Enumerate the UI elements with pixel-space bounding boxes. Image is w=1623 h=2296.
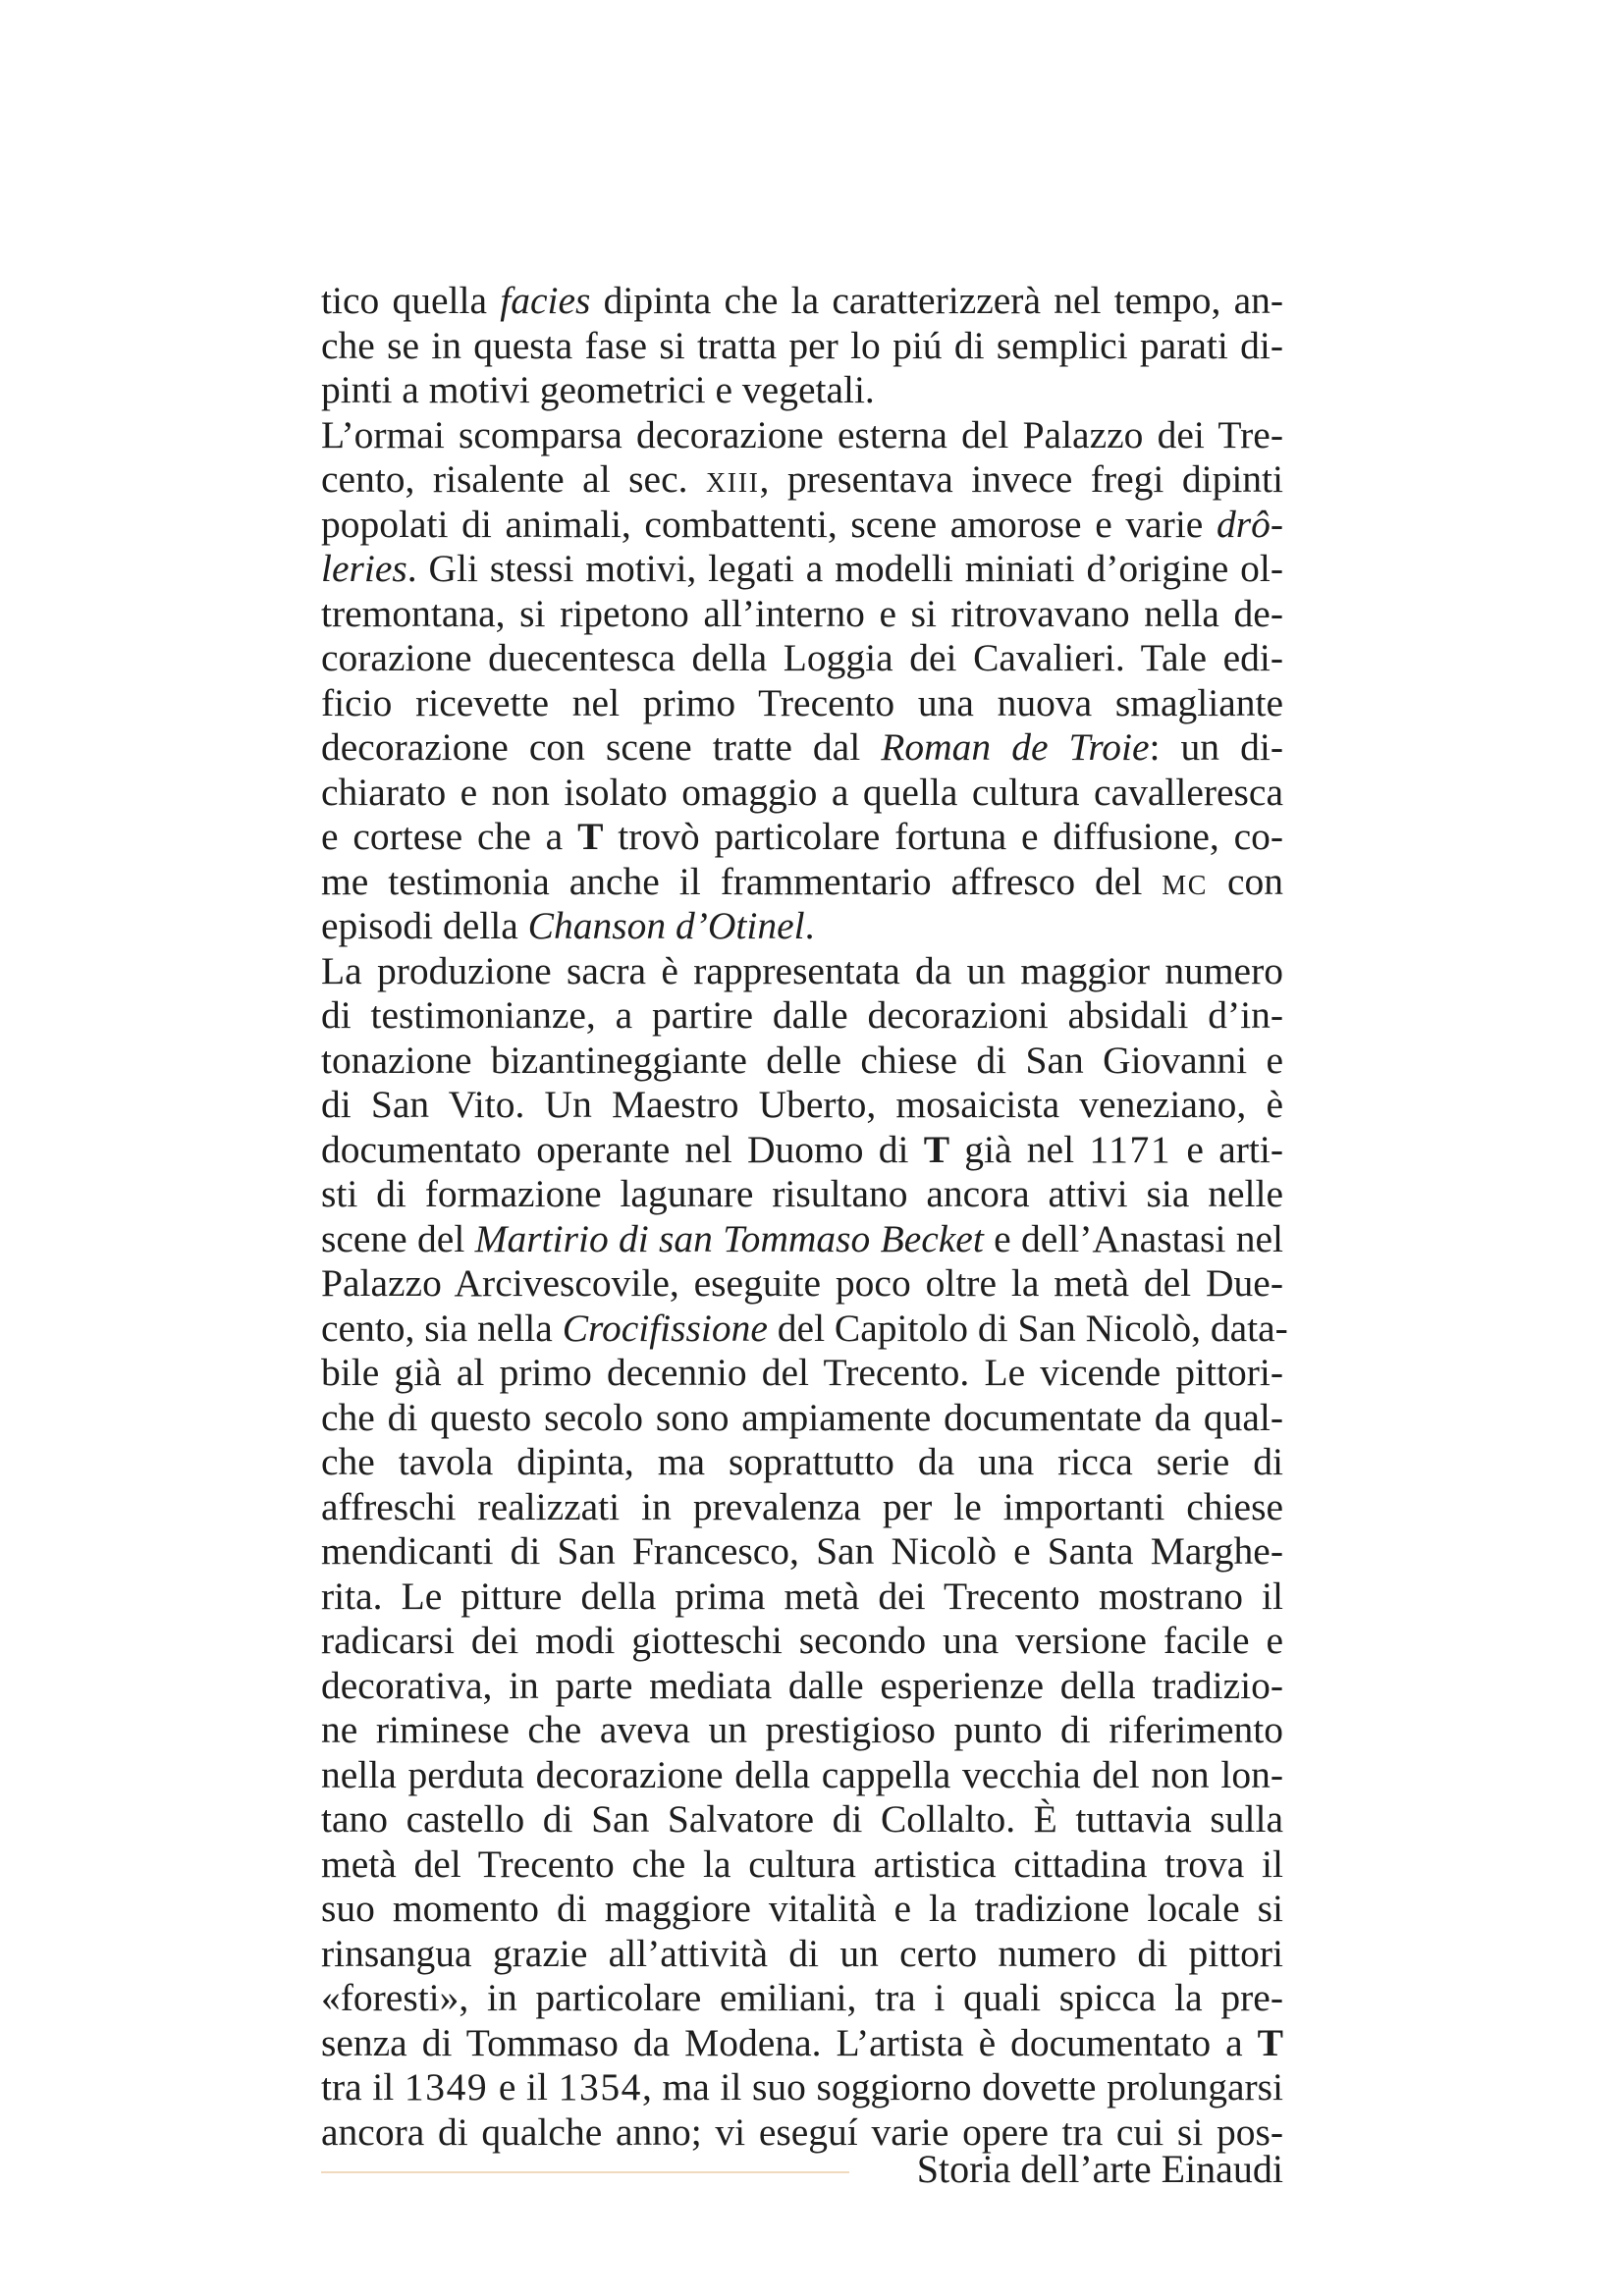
text-line bbox=[321, 1440, 1283, 1485]
text-run: e cortese che a bbox=[321, 815, 578, 858]
text-run: che tavola dipinta, ma soprattutto da una ricca serie di bbox=[321, 1440, 1283, 1483]
italic-title: Roman de Troie bbox=[881, 725, 1150, 769]
text-run: bile già al primo decennio del Trecento. Le vicende pittori- bbox=[321, 1351, 1283, 1394]
text-line bbox=[321, 2065, 1283, 2110]
text-run: me testimonia anche il frammentario affresco del bbox=[321, 859, 1163, 903]
text-run: sti di formazione lagunare risultano ancora attivi sia nelle bbox=[321, 1172, 1283, 1215]
small-caps-text: mc bbox=[1162, 859, 1208, 903]
text-line bbox=[321, 1575, 1283, 1620]
body-text bbox=[321, 279, 1288, 2155]
text-run: senza di Tommaso da Modena. L’artista è documentato a bbox=[321, 2020, 1258, 2064]
bold-abbreviation: T bbox=[577, 815, 604, 858]
text-run: cento, sia nella bbox=[321, 1306, 563, 1350]
italic-title: leries bbox=[321, 547, 407, 590]
text-line bbox=[321, 1261, 1283, 1307]
text-line bbox=[321, 904, 1283, 949]
text-run: tonazione bizantineggiante delle chiese di San Giovanni e bbox=[321, 1038, 1283, 1082]
footer-rule bbox=[321, 2171, 849, 2173]
text-line bbox=[321, 324, 1283, 369]
text-line bbox=[321, 1083, 1283, 1128]
text-line bbox=[321, 457, 1283, 503]
text-line bbox=[321, 368, 1283, 413]
text-line bbox=[321, 1842, 1283, 1888]
text-line bbox=[321, 681, 1283, 726]
text-run: rita. Le pitture della prima metà dei Trecento mostrano il bbox=[321, 1574, 1283, 1618]
text-run: tra il bbox=[321, 2065, 405, 2109]
text-line bbox=[321, 725, 1283, 771]
italic-title: facies bbox=[500, 279, 591, 322]
text-run: con bbox=[1207, 859, 1283, 903]
bold-abbreviation: T bbox=[923, 1127, 950, 1171]
text-line bbox=[321, 1128, 1283, 1173]
text-line bbox=[321, 592, 1283, 637]
text-line bbox=[321, 1306, 1288, 1352]
text-run: rinsangua grazie all’attività di un certo numero di pittori bbox=[321, 1931, 1283, 1975]
text-line bbox=[321, 1976, 1283, 2021]
text-run: decorazione con scene tratte dal bbox=[321, 725, 882, 769]
text-run: cento, risalente al sec. bbox=[321, 457, 706, 501]
text-run: decorativa, in parte mediata dalle esperienze della tradizio- bbox=[321, 1663, 1283, 1707]
text-run: metà del Trecento che la cultura artistica cittadina trova il bbox=[321, 1842, 1283, 1886]
text-run: Palazzo Arcivescovile, eseguite poco oltre la metà del Due- bbox=[321, 1261, 1283, 1305]
text-run: che se in questa fase si tratta per lo piú di semplici parati di- bbox=[321, 323, 1283, 367]
text-run: affreschi realizzati in prevalenza per le importanti chiese bbox=[321, 1484, 1283, 1528]
italic-title: drô- bbox=[1216, 502, 1283, 546]
text-run: radicarsi dei modi giotteschi secondo una versione facile e bbox=[321, 1619, 1283, 1662]
text-line bbox=[321, 2021, 1283, 2066]
text-run: corazione duecentesca della Loggia dei Cavalieri. Tale edi- bbox=[321, 636, 1283, 679]
text-run: del Capitolo di San Nicolò, data- bbox=[767, 1306, 1288, 1350]
text-line bbox=[321, 1396, 1283, 1441]
text-run: . Gli stessi motivi, legati a modelli miniati d’origine ol- bbox=[406, 547, 1283, 590]
text-line bbox=[321, 815, 1283, 860]
text-line bbox=[321, 1797, 1283, 1842]
text-line bbox=[321, 949, 1283, 994]
text-run: ancora di qualche anno; vi eseguí varie opere tra cui si pos- bbox=[321, 2109, 1283, 2154]
text-line bbox=[321, 1708, 1283, 1753]
text-line bbox=[321, 1485, 1283, 1530]
year-number: 1354 bbox=[558, 2065, 642, 2109]
text-run: . bbox=[804, 904, 815, 947]
text-line bbox=[321, 1351, 1283, 1396]
text-run: ficio ricevette nel primo Trecento una nuova smagliante bbox=[321, 680, 1283, 724]
text-run: scene del bbox=[321, 1216, 475, 1260]
text-run: di testimonianze, a partire dalle decorazioni absidali d’in- bbox=[321, 993, 1283, 1037]
text-line bbox=[321, 771, 1283, 816]
text-line bbox=[321, 1932, 1283, 1977]
small-caps-text: xiii bbox=[705, 457, 760, 501]
text-run: episodi della bbox=[321, 904, 528, 947]
italic-title: Crocifissione bbox=[562, 1306, 768, 1350]
text-line bbox=[321, 279, 1283, 324]
year-number: 1171 bbox=[1089, 1127, 1172, 1171]
text-run: L’ormai scomparsa decorazione esterna del Palazzo dei Tre- bbox=[321, 412, 1283, 456]
text-line bbox=[321, 547, 1283, 592]
text-run: ne riminese che aveva un prestigioso punto di riferimento bbox=[321, 1708, 1283, 1751]
text-run: popolati di animali, combattenti, scene amorose e varie bbox=[321, 502, 1217, 546]
text-line bbox=[321, 1217, 1283, 1262]
text-run: di San Vito. Un Maestro Uberto, mosaicista veneziano, è bbox=[321, 1083, 1283, 1126]
text-run: chiarato e non isolato omaggio a quella cultura cavalleresca bbox=[321, 770, 1283, 814]
text-line bbox=[321, 1887, 1283, 1932]
text-line bbox=[321, 413, 1283, 458]
text-run: mendicanti di San Francesco, San Nicolò e Santa Marghe- bbox=[321, 1529, 1283, 1573]
text-line bbox=[321, 636, 1283, 681]
italic-title: Chanson d’Otinel bbox=[527, 904, 805, 947]
text-run: «foresti», in particolare emiliani, tra i quali spicca la pre- bbox=[321, 1976, 1283, 2019]
text-run: trovò particolare fortuna e diffusione, co- bbox=[603, 815, 1283, 858]
text-run: documentato operante nel Duomo di bbox=[321, 1127, 924, 1171]
text-run: già nel bbox=[949, 1127, 1090, 1171]
text-run: , ma il suo soggiorno dovette prolungarsi bbox=[642, 2065, 1284, 2109]
text-run: dipinta che la caratterizzerà nel tempo, an- bbox=[590, 279, 1284, 322]
text-run: tremontana, si ripetono all’interno e si ritrovavano nella de- bbox=[321, 591, 1283, 635]
text-line bbox=[321, 503, 1283, 548]
text-run: : un di- bbox=[1149, 725, 1283, 769]
text-line bbox=[321, 1753, 1283, 1798]
bold-abbreviation: T bbox=[1257, 2020, 1283, 2064]
text-run: e arti- bbox=[1171, 1127, 1283, 1171]
footer-publisher-label: Storia dell’arte Einaudi bbox=[916, 2147, 1283, 2191]
year-number: 1349 bbox=[404, 2065, 489, 2109]
text-line bbox=[321, 1619, 1283, 1664]
text-line bbox=[321, 860, 1283, 905]
text-run: nella perduta decorazione della cappella vecchia del non lon- bbox=[321, 1752, 1283, 1796]
text-run: e il bbox=[488, 2065, 559, 2109]
text-line bbox=[321, 1664, 1283, 1709]
text-line bbox=[321, 993, 1283, 1039]
text-run: tano castello di San Salvatore di Collalto. È tuttavia sulla bbox=[321, 1797, 1283, 1841]
text-run: e dell’Anastasi nel bbox=[983, 1216, 1283, 1260]
text-line bbox=[321, 1529, 1283, 1575]
text-run: , presentava invece fregi dipinti bbox=[759, 457, 1283, 501]
text-run: pinti a motivi geometrici e vegetali. bbox=[321, 368, 875, 411]
text-run: La produzione sacra è rappresentata da un maggior numero bbox=[321, 948, 1283, 992]
italic-title: Martirio di san Tommaso Becket bbox=[474, 1216, 984, 1260]
text-run: tico quella bbox=[321, 279, 501, 322]
text-run: suo momento di maggiore vitalità e la tradizione locale si bbox=[321, 1887, 1283, 1930]
text-line bbox=[321, 1039, 1283, 1084]
text-line bbox=[321, 1172, 1283, 1217]
text-run: che di questo secolo sono ampiamente documentate da qual- bbox=[321, 1395, 1283, 1439]
